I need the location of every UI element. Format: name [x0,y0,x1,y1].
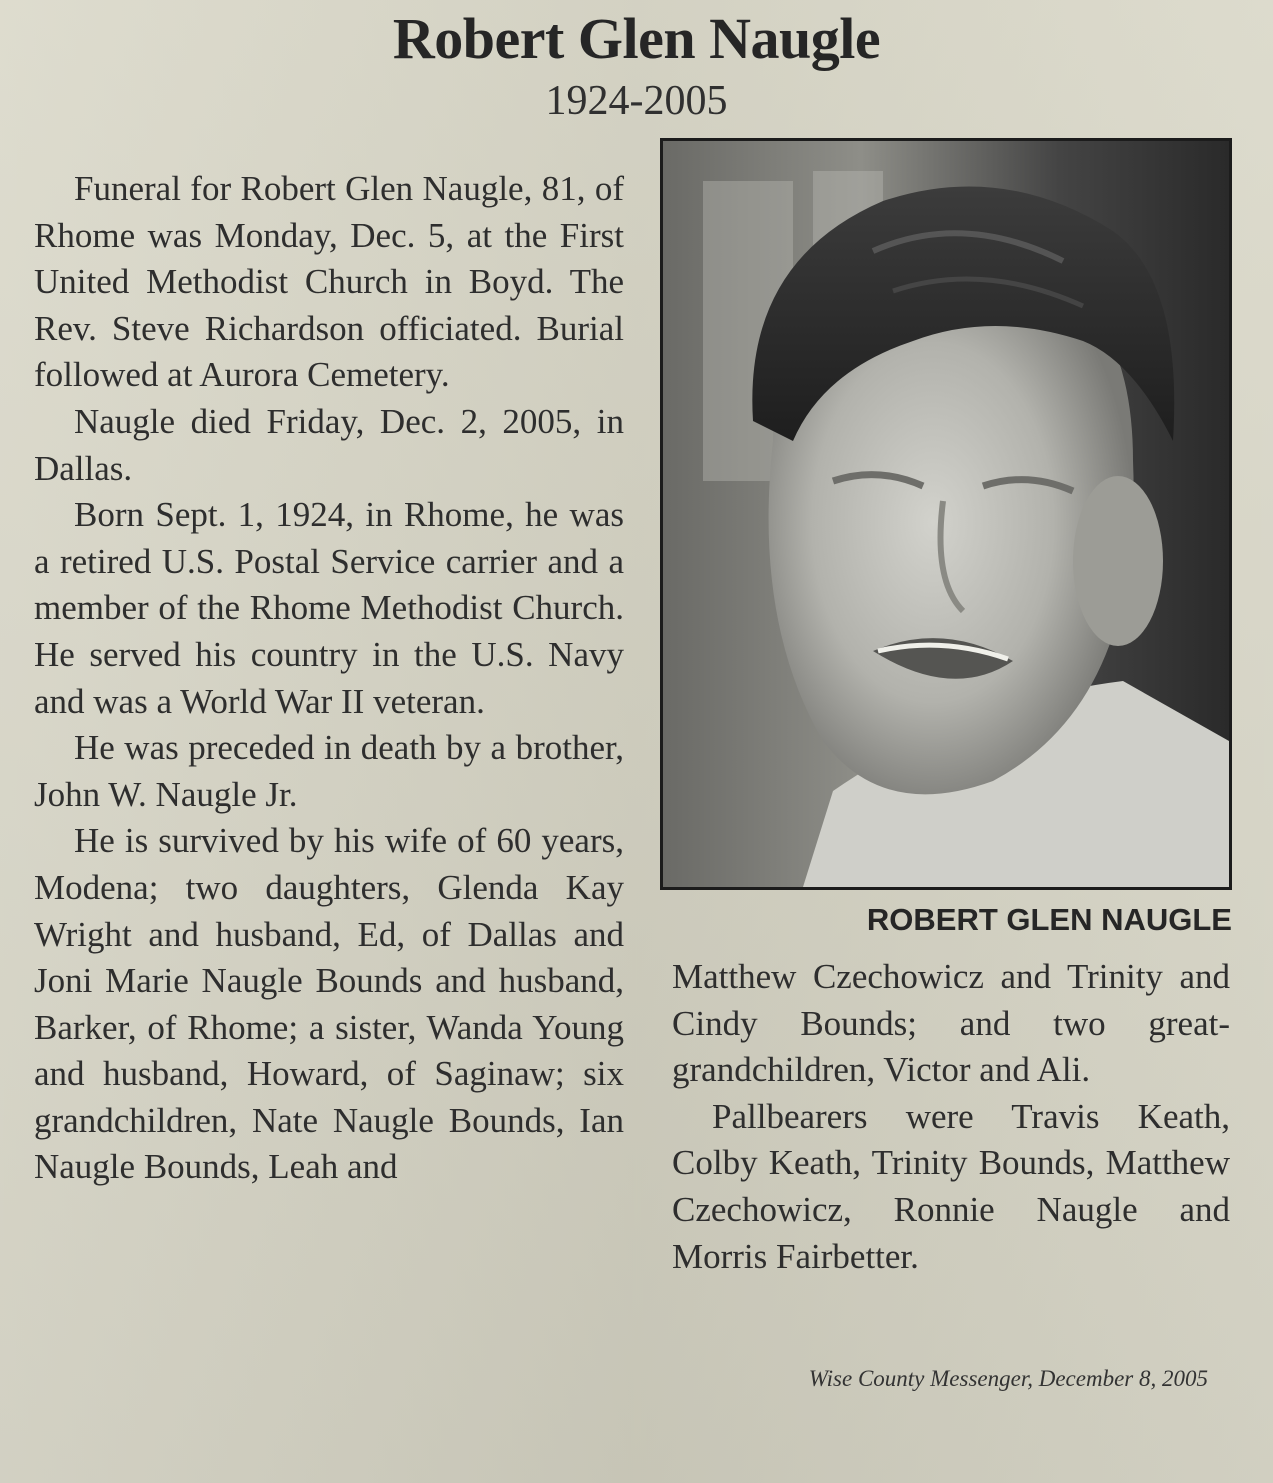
portrait-photo [660,138,1232,890]
paragraph-funeral: Funeral for Robert Glen Naugle, 81, of Rhome was Monday, Dec. 5, at the First United Methodist Church in Boyd. The Rev. Steve Richardson officiated. Burial followed at Aurora Cemetery. [34,169,624,395]
paragraph-birth: Born Sept. 1, 1924, in Rhome, he was a retired U.S. Postal Service carrier and a member of the Rhome Methodist Church. He served his country in the U.S. Navy and was a World War II veteran. [34,495,624,721]
paragraph-survived-continued: Matthew Czechowicz and Trinity and Cindy Bounds; and two great-grandchildren, Victor and Ali. [672,957,1230,1090]
portrait-image [663,141,1229,887]
right-column [672,954,1230,1280]
source-attribution: Wise County Messenger, December 8, 2005 [808,1366,1208,1391]
paragraph-preceded: He was preceded in death by a brother, John W. Naugle Jr. [34,728,624,814]
paragraph-survived: He is survived by his wife of 60 years, Modena; two daughters, Glenda Kay Wright and husband, Ed, of Dallas and Joni Marie Naugle Bounds and husband, Barker, of Rhome; a sister, Wanda Young and husband, Howard, of Saginaw; six grandchildren, Nate Naugle Bounds, Ian Naugle Bounds, Leah and [34,821,624,1187]
obituary-years: 1924-2005 [545,78,728,124]
left-column [34,166,624,1191]
obituary-title: Robert Glen Naugle [392,6,881,71]
photo-caption: ROBERT GLEN NAUGLE [866,902,1232,937]
paragraph-pallbearers: Pallbearers were Travis Keath, Colby Keath, Trinity Bounds, Matthew Czechowicz, Ronnie Naugle and Morris Fairbetter. [672,1096,1230,1276]
paragraph-death: Naugle died Friday, Dec. 2, 2005, in Dallas. [34,401,624,488]
